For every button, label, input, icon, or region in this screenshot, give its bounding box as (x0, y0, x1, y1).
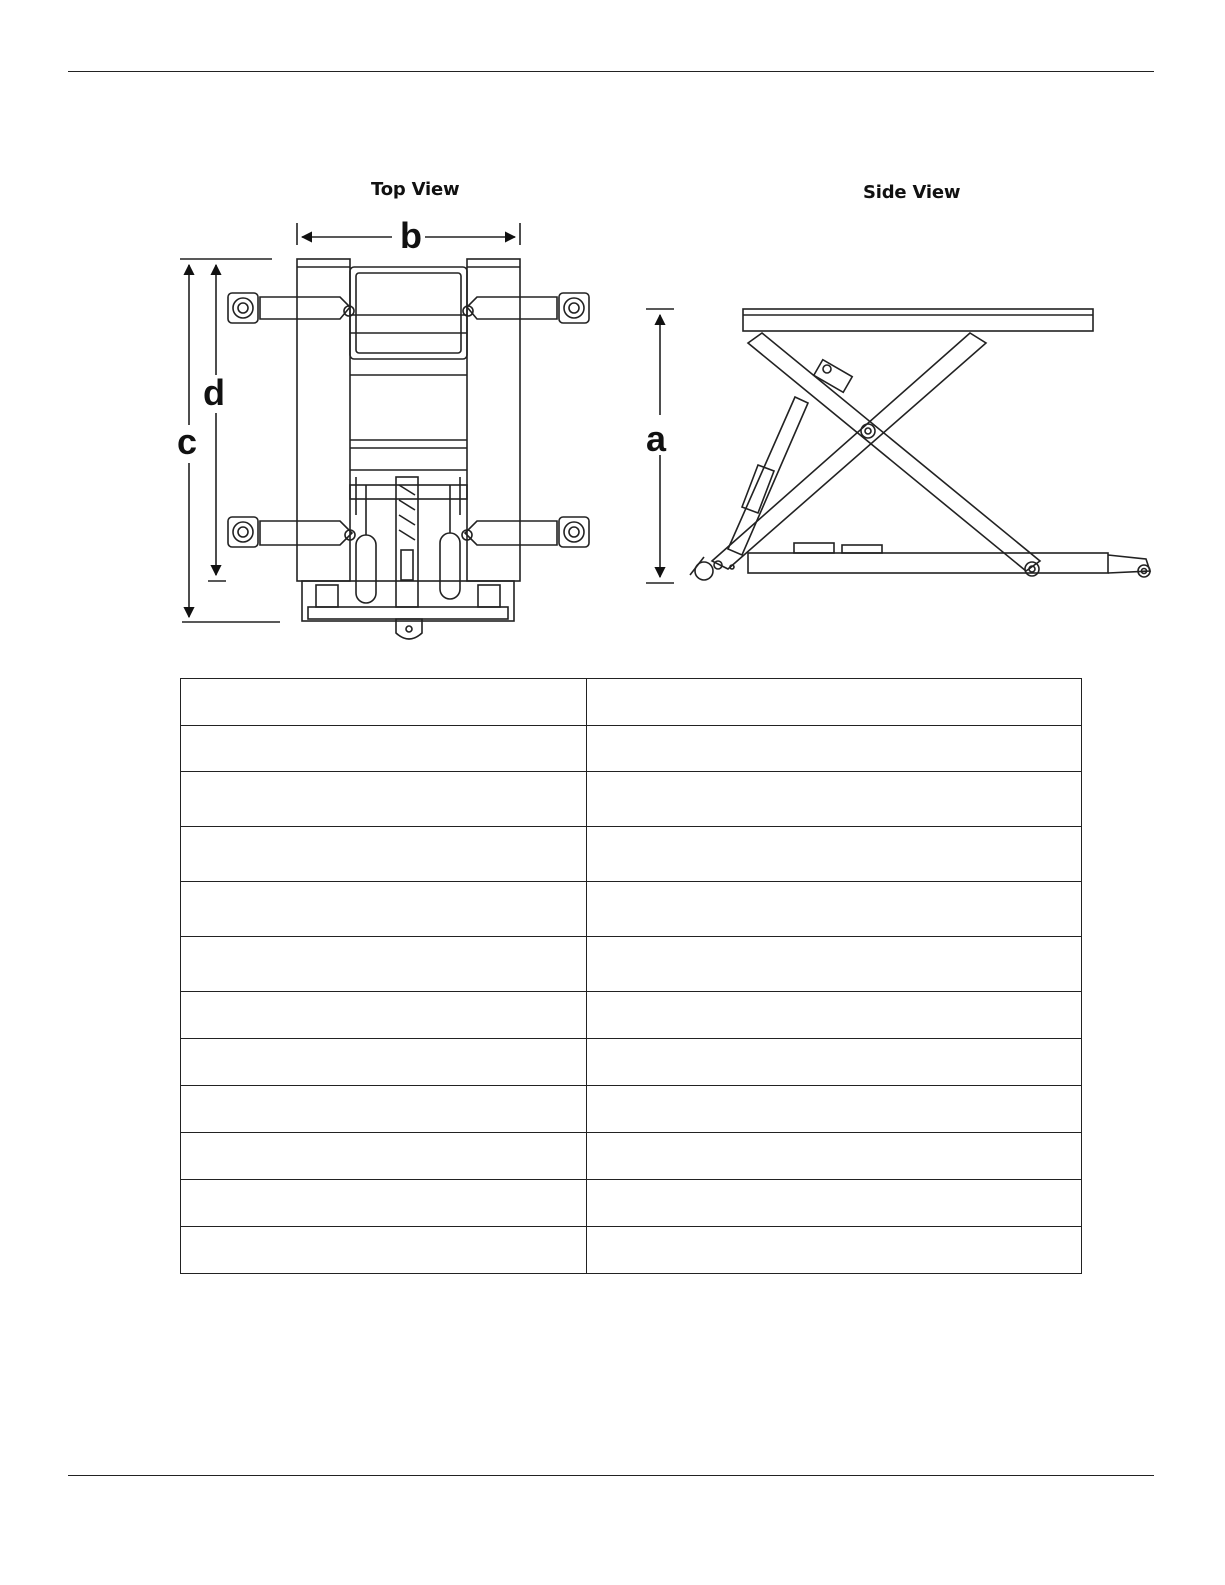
dim-label-d: d (203, 372, 225, 413)
dim-label-b: b (400, 215, 422, 256)
table-row (181, 772, 1082, 827)
scissor-arm-2 (712, 333, 986, 569)
spec-label (181, 1227, 587, 1274)
spec-label (181, 1039, 587, 1086)
spec-value (587, 1180, 1082, 1227)
scissor-arm-1 (748, 333, 1040, 571)
spec-label (181, 827, 587, 882)
spec-value (587, 1086, 1082, 1133)
spec-label (181, 1180, 587, 1227)
spec-label (181, 937, 587, 992)
table-row (181, 1133, 1082, 1180)
spec-label (181, 882, 587, 937)
table-row (181, 937, 1082, 992)
spec-value (587, 1227, 1082, 1274)
table-row (181, 1039, 1082, 1086)
arm-front-right (467, 297, 557, 319)
arm-front-left (260, 297, 350, 319)
table-row (181, 1180, 1082, 1227)
spec-value (587, 1133, 1082, 1180)
hydraulic-cylinder (728, 397, 808, 555)
table-row (181, 882, 1082, 937)
header-rule (68, 71, 1154, 72)
spec-label (181, 726, 587, 772)
arm-rear-right (465, 521, 557, 545)
right-rail (467, 259, 520, 581)
spec-value (587, 679, 1082, 726)
spec-label (181, 772, 587, 827)
table-row (181, 1086, 1082, 1133)
dim-label-a: a (646, 418, 667, 459)
spec-value (587, 882, 1082, 937)
top-view-drawing (160, 215, 580, 645)
spec-value (587, 726, 1082, 772)
spec-value (587, 772, 1082, 827)
left-rail (297, 259, 350, 581)
spec-value (587, 992, 1082, 1039)
table-row (181, 726, 1082, 772)
dim-label-c: c (177, 421, 198, 462)
spec-label (181, 679, 587, 726)
spec-label (181, 1086, 587, 1133)
spec-label (181, 992, 587, 1039)
arm-rear-left (260, 521, 352, 545)
top-view-title: Top View (371, 179, 460, 200)
footer-rule (68, 1475, 1154, 1476)
side-view-title: Side View (863, 182, 961, 203)
table-row (181, 992, 1082, 1039)
spec-label (181, 1133, 587, 1180)
spec-value (587, 827, 1082, 882)
spec-value (587, 1039, 1082, 1086)
side-view-drawing (630, 285, 1160, 605)
spec-table (180, 678, 1082, 1274)
table-row (181, 679, 1082, 726)
spec-value (587, 937, 1082, 992)
table-row (181, 827, 1082, 882)
top-platform (743, 309, 1093, 331)
base-frame (748, 553, 1108, 573)
table-row (181, 1227, 1082, 1274)
